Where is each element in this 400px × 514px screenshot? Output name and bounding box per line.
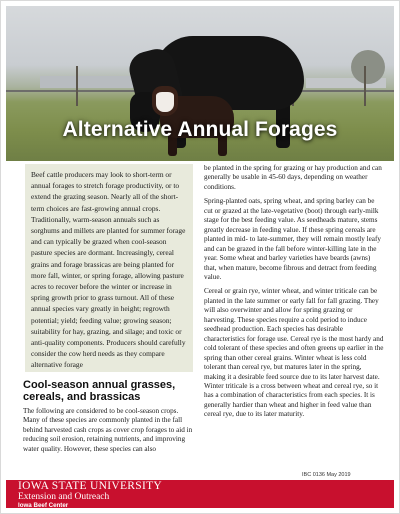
extension-name: Extension and Outreach	[18, 492, 110, 502]
fence-post	[76, 66, 78, 106]
university-name: IOWA STATE UNIVERSITY	[18, 480, 163, 492]
body-paragraph: Spring-planted oats, spring wheat, and spring barley can be cut or grazed at the late-vegetative (boot) through early-milk stage for the best feeding value. As seedheads mature, stems greatly decrease in feeding value. If these spring cereals are planted in mid- to late-summer, they will remain mostly leafy and can be grazed in the fall before winter-killing late in the year. Some wheat and barley varieties have beards (awns) that, when mature, become fibrous and detract from feeding value.	[204, 197, 381, 281]
center-name: Iowa Beef Center	[18, 502, 69, 509]
hero-title-band	[6, 118, 394, 151]
section-heading: Cool-season annual grasses, cereals, and brassicas	[23, 379, 176, 403]
intro-paragraph: Beef cattle producers may look to short-term or annual forages to stretch forage productivity, or to extend the grazing season. Nearly all of the short-term choices are fast-growing annual crops. Traditionally, warm-season annuals such as sorghums and millets are planted for summer forage and can typically be grazed when cool-season pasture species are dormant. Increasingly, cereal grains and forage brassicas are being planted for more fall, winter, or spring forage, allowing pasture acres to recover before the winter or increase in spring growth prior to grass turnout. All of these annual species vary greatly in height; regrowth potential; yield; feeding value; growing season; suitability for hay, grazing, and silage; and toxic or anti-quality components. Producers should carefully consider the cow herd needs as they compare alternative forage	[31, 170, 186, 370]
body-paragraph: be planted in the spring for grazing or hay production and can generally be usable in 45-60 days, depending on weather conditions.	[204, 164, 382, 191]
intro-panel	[25, 164, 193, 372]
calf-head	[152, 86, 178, 116]
right-column	[204, 164, 384, 420]
fence-post	[364, 66, 366, 106]
body-paragraph: Cereal or grain rye, winter wheat, and winter triticale can be planted in the late summer or early fall for fall grazing. They will also overwinter and allow for spring grazing or harvesting. These species require a cold period to induce seedhead production. Each species has desirable characteristics for forage use. Cereal rye is the most hardy and cold tolerant of these species and often greens up earlier in the spring than other cereal grains. Winter wheat is less cold tolerant than cereal rye, but matures later in the spring, making it a desirable feed source due to its later harvest date. Winter triticale is a cross between wheat and cereal rye, so it has a combination of characteristics from each species. It is generally hardier than wheat and higher in feed value than cereal rye, due to its later maturity.	[204, 287, 384, 419]
section-paragraph: The following are considered to be cool-season crops. Many of these species are commonly planted in the fall behind harvested cash crops as cover crop forages to aid in reducing soil erosion, retaining nutrients, and improving water quality. However, these species can also	[23, 407, 193, 453]
page-title: Alternative Annual Forages	[62, 118, 338, 141]
background-tree	[351, 50, 385, 84]
document-id: IBC 0136 May 2019	[302, 472, 351, 478]
